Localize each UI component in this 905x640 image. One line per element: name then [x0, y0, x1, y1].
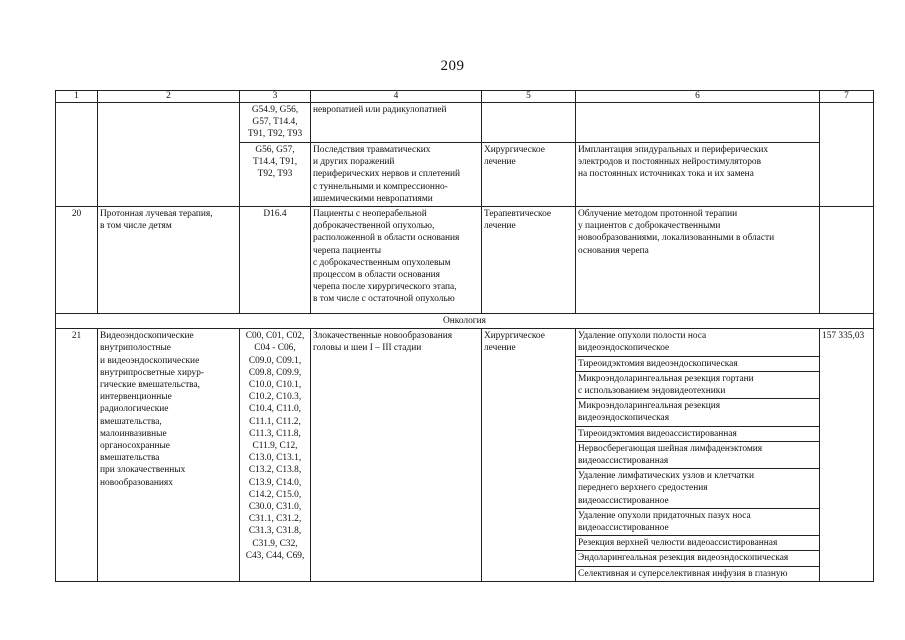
row-number-cell: 21	[56, 329, 98, 582]
icd-codes-cell: D16.4	[240, 207, 311, 314]
table-row	[56, 207, 874, 314]
treatment-method-item: Удаление опухоли полости носа видеоэндоскопическое	[576, 329, 819, 356]
treatment-method-item: Тиреоидэктомия видеоэндоскопическая	[576, 357, 819, 372]
column-number: 1	[56, 91, 98, 103]
treatment-method-item: Эндоларингеальная резекция видеоэндоскопическая	[576, 551, 819, 566]
column-number: 4	[311, 91, 482, 103]
medical-care-table	[55, 90, 874, 582]
price-cell	[820, 103, 874, 207]
table-row	[56, 329, 874, 582]
treatment-methods-cell	[576, 329, 820, 582]
column-number-row	[56, 91, 874, 103]
treatment-method-item: Удаление лимфатических узлов и клетчатки переднего верхнего средостения видеоассистированное	[576, 469, 819, 509]
treatment-method-cell: Облучение методом протонной терапии у пациентов с доброкачественными новообразованиями, локализованными в области основания черепа	[576, 207, 820, 314]
row-number-cell	[56, 103, 98, 207]
column-number: 3	[240, 91, 311, 103]
treatment-type-cell: Хирургическое лечение	[482, 329, 576, 582]
treatment-methods-list	[576, 329, 819, 581]
patient-model-cell: Последствия травматических и других поражений периферических нервов и сплетений с туннельными и компрессионно- ишемическими невропатиями	[311, 143, 482, 207]
patient-model-cell: Злокачественные новообразования головы и шеи I – III стадии	[311, 329, 482, 582]
table-row	[56, 103, 874, 143]
treatment-method-cell	[576, 103, 820, 143]
section-title: Онкология	[56, 314, 874, 329]
treatment-type-cell	[482, 103, 576, 143]
icd-codes-cell: C00, C01, C02, C04 - C06, C09.0, C09.1, C09.8, C09.9, C10.0, C10.1, C10.2, C10.3, C10.4, C11.0, C11.1, C11.2, C11.3, C11.8, C11.9, C12, C13.0, C13.1, C13.2, C13.8, C13.9, C14.0, C14.2, C15.0, C30.0, C31.0, C31.1, C31.2, C31.3, C31.8, C31.9, C32, C43, C44, C69,	[240, 329, 311, 582]
column-number: 7	[820, 91, 874, 103]
column-number: 5	[482, 91, 576, 103]
treatment-type-cell: Хирургическое лечение	[482, 143, 576, 207]
price-cell: 157 335,03	[820, 329, 874, 582]
treatment-method-item: Резекция верхней челюсти видеоассистированная	[576, 536, 819, 551]
row-number-cell: 20	[56, 207, 98, 314]
treatment-method-item: Микроэндоларингеальная резекция гортани с использованием эндовидеотехники	[576, 372, 819, 399]
treatment-method-item: Удаление опухоли придаточных пазух носа видеоассистированное	[576, 509, 819, 536]
treatment-method-item: Нервосберегающая шейная лимфаденэктомия видеоассистированная	[576, 442, 819, 469]
care-type-cell: Видеоэндоскопические внутриполостные и видеоэндоскопические внутрипросветные хирур- гические вмешательства, интервенционные радиологические вмешательства, малоинвазивные органосохранные вмешательства при злокачественных новообразованиях	[98, 329, 240, 582]
care-type-cell: Протонная лучевая терапия, в том числе детям	[98, 207, 240, 314]
treatment-method-item: Микроэндоларингеальная резекция видеоэндоскопическая	[576, 399, 819, 426]
patient-model-cell: Пациенты с неоперабельной доброкачественной опухолью, расположенной в области основания черепа пациенты с доброкачественным опухолевым процессом в области основания черепа после хирургического этапа, в том числе с остаточной опухолью	[311, 207, 482, 314]
treatment-method-cell: Имплантация эпидуральных и периферических электродов и постоянных нейростимуляторов на постоянных источниках тока и их замена	[576, 143, 820, 207]
treatment-method-item: Селективная и суперселективная инфузия в глазную	[578, 568, 788, 579]
care-type-cell	[98, 103, 240, 207]
treatment-method-item: Тиреоидэктомия видеоассистированная	[576, 427, 819, 442]
price-cell	[820, 207, 874, 314]
treatment-type-cell: Терапевтическое лечение	[482, 207, 576, 314]
patient-model-cell: невропатией или радикулопатией	[311, 103, 482, 143]
icd-codes-cell: G56, G57, T14.4, T91, T92, T93	[240, 143, 311, 207]
icd-codes-cell: G54.9, G56, G57, T14.4, T91, T92, T93	[240, 103, 311, 143]
section-row	[56, 314, 874, 329]
page-number: 209	[440, 58, 465, 74]
column-number: 2	[98, 91, 240, 103]
column-number: 6	[576, 91, 820, 103]
